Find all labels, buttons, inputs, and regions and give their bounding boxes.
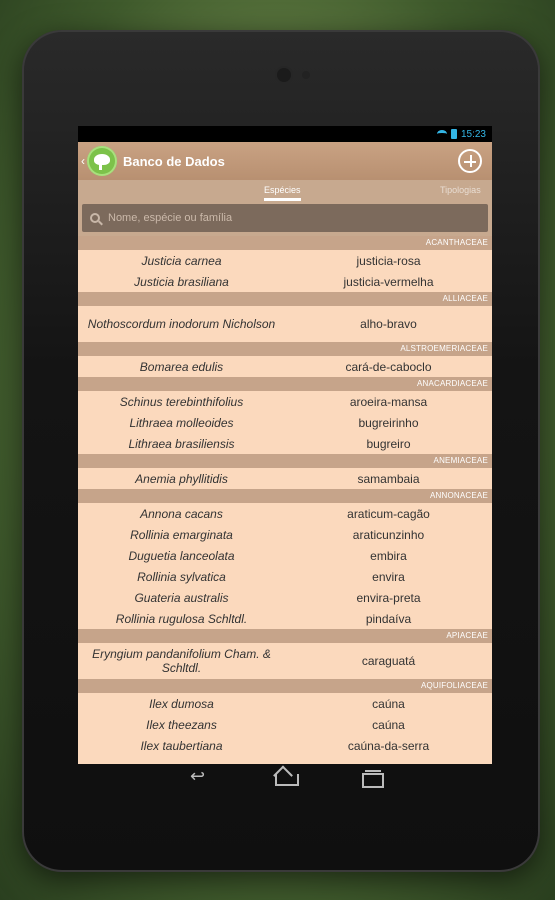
family-header: ANNONACEAE [78, 489, 492, 503]
search-icon [90, 213, 100, 223]
species-row[interactable] [78, 271, 492, 292]
tab-bar [78, 180, 492, 202]
species-row[interactable] [78, 468, 492, 489]
wifi-icon [437, 130, 447, 138]
family-header: ALSTROEMERIACEAE [78, 342, 492, 356]
scientific-name: Ilex dumosa [149, 696, 214, 711]
search-bar [78, 202, 492, 236]
species-row[interactable] [78, 433, 492, 454]
species-row[interactable] [78, 412, 492, 433]
common-name: bugreirinho [358, 415, 419, 430]
recent-apps-icon[interactable] [358, 770, 384, 786]
search-box [82, 204, 488, 232]
common-name: alho-bravo [360, 317, 417, 331]
family-header: ACANTHACEAE [78, 236, 492, 250]
scientific-name: Guateria australis [134, 590, 229, 605]
sensor-dot [302, 71, 310, 79]
common-name: envira [372, 569, 405, 584]
common-name: caúna-da-serra [347, 738, 430, 753]
family-header: AQUIFOLIACEAE [78, 679, 492, 693]
nav-bar [78, 764, 492, 792]
back-icon[interactable] [186, 770, 212, 786]
common-name: cará-de-caboclo [345, 359, 432, 374]
common-name: caúna [372, 717, 405, 732]
add-icon[interactable] [458, 149, 482, 173]
family-header: APIACEAE [78, 629, 492, 643]
common-name: araticunzinho [352, 527, 425, 542]
species-row[interactable] [78, 714, 492, 735]
home-icon[interactable] [272, 770, 298, 786]
status-bar [78, 126, 492, 142]
scientific-name: Rollinia emarginata [130, 527, 233, 542]
family-header: ALLIACEAE [78, 292, 492, 306]
species-row[interactable] [78, 545, 492, 566]
scientific-name: Rollinia sylvatica [137, 569, 226, 584]
scientific-name: Ilex theezans [146, 717, 217, 732]
species-row[interactable] [78, 693, 492, 714]
scientific-name: Anemia phyllitidis [135, 471, 228, 486]
scientific-name: Lithraea brasiliensis [128, 436, 235, 451]
common-name: caraguatá [361, 654, 416, 668]
status-time: 15:23 [460, 128, 486, 140]
scientific-name: Annona cacans [140, 506, 223, 521]
species-row[interactable] [78, 735, 492, 756]
species-row[interactable] [78, 356, 492, 377]
action-bar [78, 142, 492, 180]
common-name: pindaíva [365, 611, 412, 626]
tab-especies[interactable]: Espécies [264, 185, 301, 201]
species-row[interactable] [78, 643, 492, 679]
common-name: embira [370, 548, 407, 563]
family-header: ANACARDIACEAE [78, 377, 492, 391]
up-caret-icon[interactable]: ‹ [81, 154, 85, 168]
species-row[interactable] [78, 250, 492, 271]
app-screen [78, 126, 492, 764]
species-row[interactable] [78, 587, 492, 608]
app-title: Banco de Dados [123, 153, 225, 169]
common-name: araticum-cagão [347, 506, 430, 521]
scientific-name: Lithraea molleoides [129, 415, 234, 430]
scientific-name: Ilex taubertiana [140, 738, 223, 753]
scientific-name: Duguetia lanceolata [128, 548, 235, 563]
common-name: aroeira-mansa [349, 394, 428, 409]
species-list [78, 236, 492, 756]
common-name: samambaia [357, 471, 420, 486]
common-name: envira-preta [356, 590, 421, 605]
battery-icon [451, 129, 457, 139]
species-row[interactable] [78, 566, 492, 587]
scientific-name: Bomarea edulis [139, 359, 224, 374]
species-row[interactable] [78, 608, 492, 629]
common-name: caúna [372, 696, 405, 711]
family-header: ANEMIACEAE [78, 454, 492, 468]
camera-icon [277, 68, 291, 82]
tab-tipologias[interactable]: Tipologias [440, 185, 481, 195]
tree-icon[interactable] [87, 146, 117, 176]
species-row[interactable] [78, 391, 492, 412]
scientific-name: Eryngium pandanifolium Cham. & Schltdl. [92, 647, 271, 675]
search-input[interactable] [108, 212, 468, 224]
species-row[interactable] [78, 306, 492, 342]
scientific-name: Justicia brasiliana [134, 274, 229, 289]
common-name: justicia-rosa [356, 253, 421, 268]
common-name: justicia-vermelha [343, 274, 434, 289]
species-row[interactable] [78, 524, 492, 545]
scientific-name: Nothoscordum inodorum Nicholson [87, 317, 276, 331]
common-name: bugreiro [366, 436, 411, 451]
scientific-name: Schinus terebinthifolius [119, 394, 244, 409]
species-row[interactable] [78, 503, 492, 524]
scientific-name: Rollinia rugulosa Schltdl. [115, 611, 248, 626]
scientific-name: Justicia carnea [141, 253, 222, 268]
